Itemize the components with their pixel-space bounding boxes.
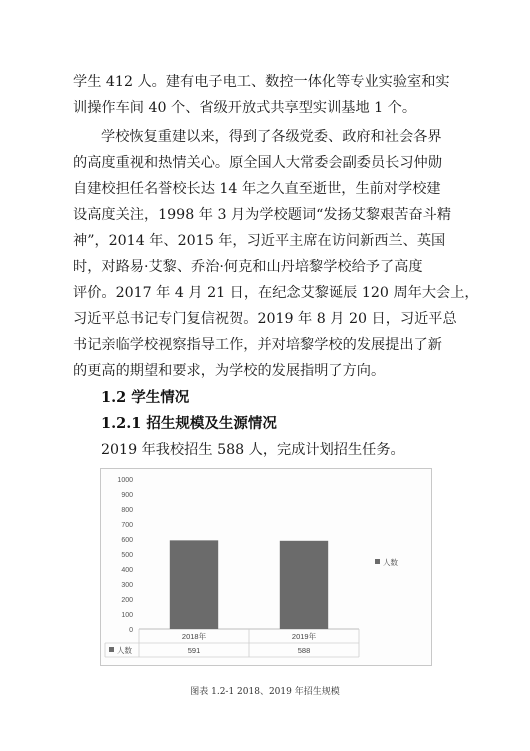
y-tick-label: 200 <box>121 597 133 604</box>
subsection-heading: 1.2.1 招生规模及生源情况 <box>101 415 277 432</box>
y-tick-label: 500 <box>121 552 133 559</box>
y-tick-label: 800 <box>121 507 133 514</box>
y-tick-label: 100 <box>121 612 133 619</box>
y-tick-label: 0 <box>129 627 133 634</box>
x-category-label: 2018年 <box>181 632 207 641</box>
legend-label: 人数 <box>383 558 398 567</box>
paragraph-line: 设高度关注，1998 年 3 月为学校题词“发扬艾黎艰苦奋斗精 <box>73 207 452 223</box>
bar <box>280 541 328 629</box>
chart-frame <box>100 468 432 666</box>
y-tick-label: 900 <box>121 492 133 499</box>
y-tick-label: 300 <box>121 582 133 589</box>
paragraph-line: 习近平总书记专门复信祝贺。2019 年 8 月 20 日，习近平总 <box>73 311 457 327</box>
paragraph-line: 时，对路易·艾黎、乔治·何克和山丹培黎学校给予了高度 <box>73 259 423 275</box>
paragraph-line: 的高度重视和热情关心。原全国人大常委会副委员长习仲勋 <box>73 155 442 171</box>
y-tick-label: 700 <box>121 522 133 529</box>
figure-caption: 图表 1.2-1 2018、2019 年招生规模 <box>190 687 340 697</box>
data-table-series-label: 人数 <box>117 646 132 655</box>
paragraph-line: 2019 年我校招生 588 人，完成计划招生任务。 <box>101 442 405 458</box>
paragraph-line: 学生 412 人。建有电子电工、数控一体化等专业实验室和实 <box>73 74 450 90</box>
y-tick-label: 1000 <box>117 477 133 484</box>
x-category-label: 2019年 <box>291 632 317 641</box>
paragraph-line: 神”，2014 年、2015 年，习近平主席在访问新西兰、英国 <box>73 233 446 249</box>
enrollment-bar-chart <box>101 469 431 665</box>
data-table-legend-key <box>109 647 114 652</box>
legend-swatch <box>375 559 380 564</box>
paragraph-line: 学校恢复重建以来，得到了各级党委、政府和社会各界 <box>101 129 442 145</box>
bar <box>170 540 218 629</box>
y-tick-label: 600 <box>121 537 133 544</box>
y-tick-label: 400 <box>121 567 133 574</box>
section-heading: 1.2 学生情况 <box>101 389 190 406</box>
data-table-value: 588 <box>297 646 311 655</box>
paragraph-line: 自建校担任名誉校长达 14 年之久直至逝世，生前对学校建 <box>73 181 441 197</box>
paragraph-line: 书记亲临学校视察指导工作，并对培黎学校的发展提出了新 <box>73 337 442 353</box>
data-table-value: 591 <box>187 646 201 655</box>
paragraph-line: 的更高的期望和要求，为学校的发展指明了方向。 <box>73 363 386 379</box>
paragraph-line: 训操作车间 40 个、省级开放式共享型实训基地 1 个。 <box>73 100 417 116</box>
paragraph-line: 评价。2017 年 4 月 21 日，在纪念艾黎诞辰 120 周年大会上， <box>73 285 479 301</box>
